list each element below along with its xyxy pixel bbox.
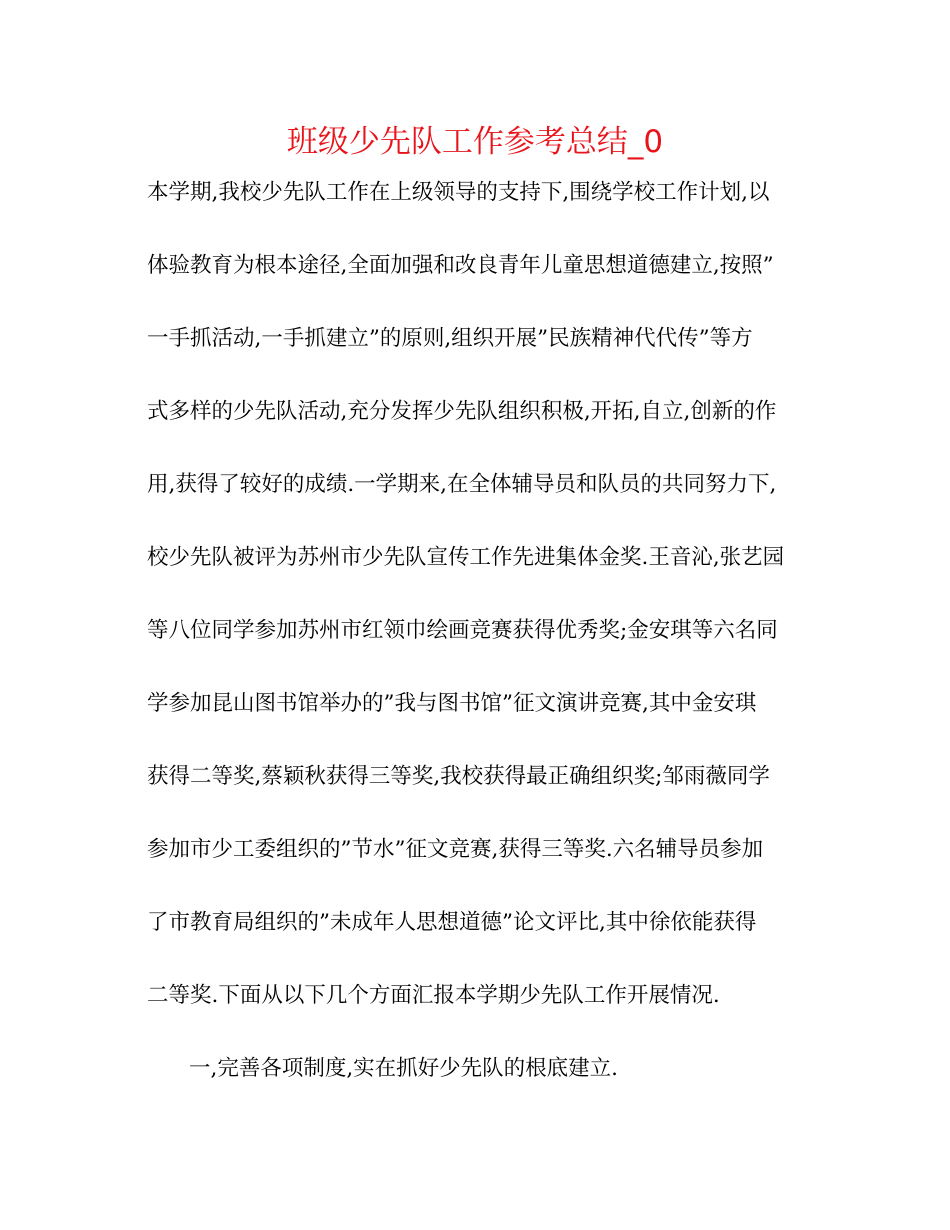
paragraph-line-1: 本学期,我校少先队工作在上级领导的支持下,围绕学校工作计划,以 <box>147 180 770 205</box>
paragraph-line-5: 用,获得了较好的成绩.一学期来,在全体辅导员和队员的共同努力下, <box>147 472 777 497</box>
paragraph-line-8: 学参加昆山图书馆举办的”我与图书馆”征文演讲竞赛,其中金安琪 <box>147 691 757 716</box>
paragraph-line-4: 式多样的少先队活动,充分发挥少先队组织积极,开拓,自立,创新的作 <box>147 399 777 424</box>
paragraph-line-6: 校少先队被评为苏州市少先队宣传工作先进集体金奖.王音沁,张艺园 <box>147 545 785 570</box>
paragraph-line-12: 二等奖.下面从以下几个方面汇报本学期少先队工作开展情况. <box>147 983 720 1008</box>
paragraph-line-9: 获得二等奖,蔡颖秋获得三等奖,我校获得最正确组织奖;邹雨薇同学 <box>147 764 770 789</box>
document-title: 班级少先队工作参考总结_0 <box>286 124 664 160</box>
paragraph-line-3: 一手抓活动,一手抓建立”的原则,组织开展”民族精神代代传”等方 <box>147 326 753 351</box>
paragraph-line-2: 体验教育为根本途径,全面加强和改良青年儿童思想道德建立,按照” <box>147 253 774 278</box>
section-heading: 一,完善各项制度,实在抓好少先队的根底建立. <box>189 1056 619 1081</box>
paragraph-line-7: 等八位同学参加苏州市红领巾绘画竞赛获得优秀奖;金安琪等六名同 <box>147 618 778 643</box>
paragraph-line-11: 了市教育局组织的”未成年人思想道德”论文评比,其中徐依能获得 <box>147 910 757 935</box>
paragraph-line-10: 参加市少工委组织的”节水”征文竞赛,获得三等奖.六名辅导员参加 <box>147 837 764 862</box>
